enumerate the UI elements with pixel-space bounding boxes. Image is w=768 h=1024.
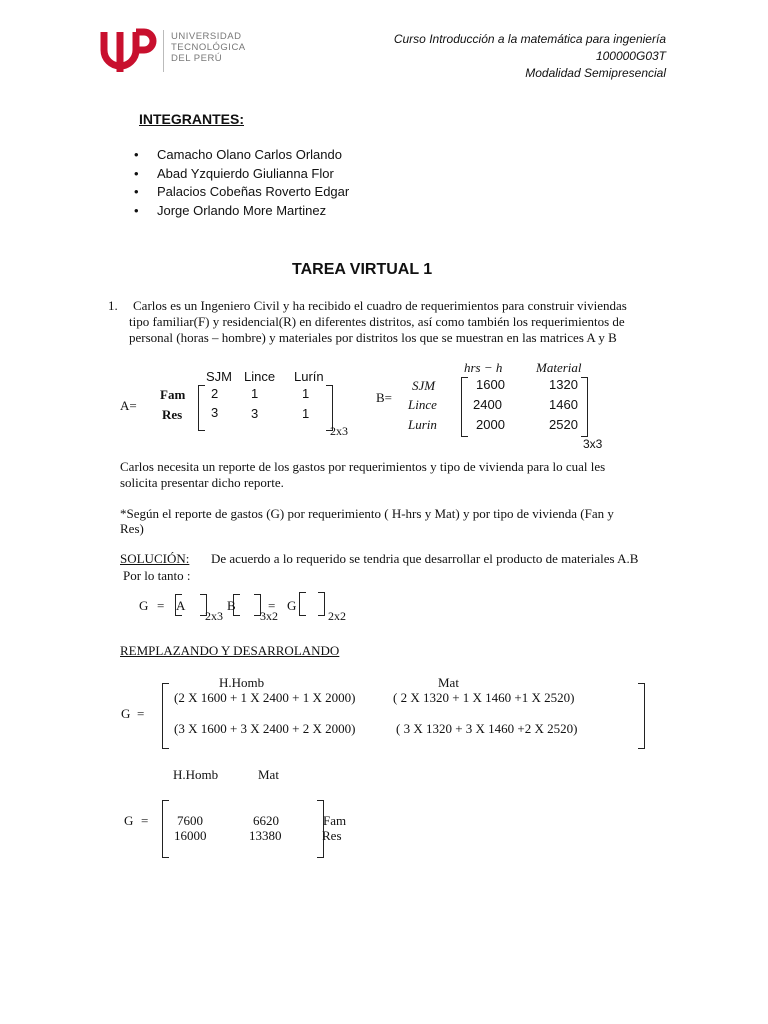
develop-left-bracket: [162, 683, 169, 749]
matrix-b-row-header: Lurin: [408, 417, 437, 432]
develop-heading: REMPLAZANDO Y DESARROLANDO: [120, 643, 340, 658]
result-col1-header: H.Homb: [173, 767, 219, 782]
formula-a-label: A: [176, 598, 186, 613]
course-info: [394, 31, 666, 82]
develop-right-bracket: [638, 683, 645, 749]
matrix-b-row-header: Lince: [408, 397, 437, 412]
report-note-2: Res): [120, 521, 144, 536]
matrix-b-cell: 2520: [549, 417, 578, 432]
matrix-b-label: B=: [376, 390, 393, 405]
result-eq: =: [141, 813, 149, 828]
course-title: Curso Introducción a la matemática para ingeniería: [393, 32, 666, 46]
problem-line-3: personal (horas – hombre) y materiales por distritos los que se muestran en las matrices A y B: [129, 330, 617, 345]
course-modality: Modalidad Semipresencial: [525, 66, 666, 80]
result-g-label: G: [124, 813, 134, 828]
matrix-b-cell: 1460: [549, 397, 578, 412]
matrix-b-cell: 1320: [549, 377, 578, 392]
develop-col2-header: Mat: [438, 675, 459, 690]
logo-line-1: UNIVERSIDAD: [171, 31, 242, 42]
matrix-b-col-header: hrs − h: [464, 360, 503, 375]
develop-col1-header: H.Homb: [219, 675, 265, 690]
member-item: • Camacho Olano Carlos Orlando: [134, 146, 349, 165]
utp-logo-mark: [100, 28, 160, 74]
result-col2-header: Mat: [258, 767, 279, 782]
formula-g-left-bracket: [299, 592, 306, 616]
matrix-a-cell: 1: [251, 386, 259, 401]
matrix-a-left-bracket: [198, 385, 205, 431]
problem-line-2: tipo familiar(F) y residencial(R) en diferentes distritos, así como también los requerimientos de: [129, 314, 625, 329]
problem-line-1: Carlos es un Ingeniero Civil y ha recibido el cuadro de requerimientos para construir viviendas: [133, 298, 627, 313]
problem-number: 1.: [108, 298, 118, 313]
member-item: • Abad Yzquierdo Giulianna Flor: [134, 165, 349, 184]
matrix-b-row-header: SJM: [412, 378, 436, 393]
matrix-a-dimension: 2x3: [330, 424, 348, 438]
utp-logo: [100, 28, 160, 74]
report-note-1: *Según el reporte de gastos (G) por requerimiento ( H-hrs y Mat) y por tipo de vivienda (Fan y: [120, 506, 614, 521]
formula-eq-2: =: [268, 598, 276, 613]
matrix-a-cell: 3: [211, 405, 219, 420]
matrix-a-row-header: Res: [162, 407, 183, 422]
member-item: • Jorge Orlando More Martinez: [134, 202, 349, 221]
matrix-a-col-header: Lurín: [294, 369, 324, 384]
formula-g-dimension: 2x2: [328, 609, 346, 623]
matrix-b-left-bracket: [461, 377, 468, 437]
logo-line-3: DEL PERÚ: [171, 53, 223, 64]
formula-eq-1: =: [157, 598, 165, 613]
matrix-b-dimension: 3x3: [583, 437, 603, 451]
formula-a-dimension: 2x3: [205, 609, 223, 623]
logo-divider: [163, 30, 164, 72]
members-list: [134, 146, 349, 220]
matrix-a-cell: 1: [302, 386, 310, 401]
result-row-label: Fam: [323, 813, 347, 828]
solution-text: De acuerdo a lo requerido se tendria que desarrollar el producto de materiales A.B: [211, 551, 639, 566]
course-code: 100000G03T: [595, 49, 666, 63]
result-left-bracket: [162, 800, 169, 858]
matrix-a-cell: 2: [211, 386, 219, 401]
formula-b-dimension: 3x2: [260, 609, 278, 623]
matrix-b-right-bracket: [581, 377, 588, 437]
result-cell: 7600: [177, 813, 203, 828]
formula-g-right-bracket: [318, 592, 325, 616]
matrix-a-label: A=: [120, 398, 137, 413]
result-cell: 16000: [174, 828, 207, 843]
formula-b-label: B: [227, 598, 236, 613]
develop-r2c2: ( 3 X 1320 + 3 X 1460 +2 X 2520): [396, 721, 578, 736]
logo-line-2: TECNOLÓGICA: [171, 42, 246, 53]
solution-therefore: Por lo tanto :: [123, 568, 191, 583]
matrix-a-col-header: Lince: [244, 369, 276, 384]
formula-g2-label: G: [287, 598, 297, 613]
matrix-a-cell: 3: [251, 406, 259, 421]
develop-eq: =: [137, 706, 145, 721]
result-cell: 6620: [253, 813, 279, 828]
matrix-b-cell: 2000: [476, 417, 505, 432]
develop-r2c1: (3 X 1600 + 3 X 2400 + 2 X 2000): [174, 721, 356, 736]
matrix-a-row-header: Fam: [160, 387, 186, 402]
report-line-2: solicita presentar dicho reporte.: [120, 475, 284, 490]
matrix-a-cell: 1: [302, 406, 310, 421]
member-item: • Palacios Cobeñas Roverto Edgar: [134, 183, 349, 202]
solution-heading: SOLUCIÓN:: [120, 551, 190, 566]
matrix-b-col-header: Material: [536, 360, 582, 375]
page-title: TAREA VIRTUAL 1: [292, 261, 433, 278]
formula-g-label: G: [139, 598, 149, 613]
develop-r1c2: ( 2 X 1320 + 1 X 1460 +1 X 2520): [393, 690, 575, 705]
develop-r1c1: (2 X 1600 + 1 X 2400 + 1 X 2000): [174, 690, 356, 705]
logo-text: [171, 31, 246, 64]
members-heading: INTEGRANTES:: [139, 111, 244, 127]
matrix-b-cell: 2400: [473, 397, 502, 412]
matrix-b-cell: 1600: [476, 377, 505, 392]
develop-g-label: G: [121, 706, 131, 721]
report-line-1: Carlos necesita un reporte de los gastos por requerimientos y tipo de vivienda para lo cual les: [120, 459, 606, 474]
result-row-label: Res: [322, 828, 342, 843]
result-cell: 13380: [249, 828, 282, 843]
matrix-a-col-header: SJM: [206, 369, 232, 384]
